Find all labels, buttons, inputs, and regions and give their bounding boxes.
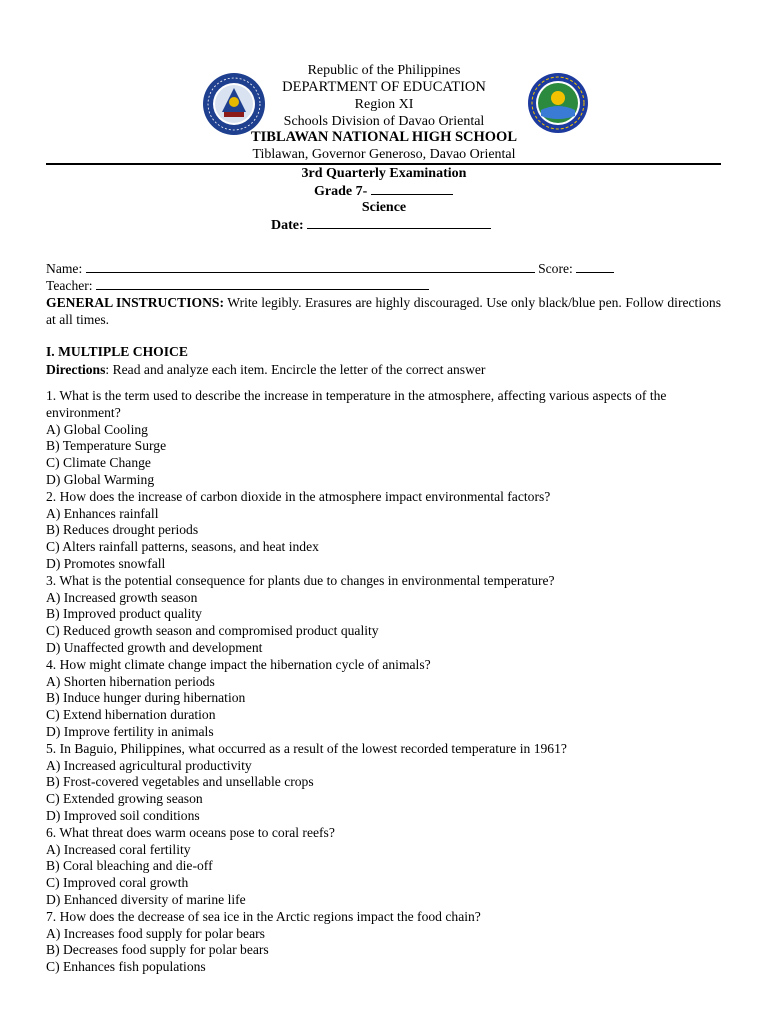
q5-choice-a[interactable]: A) Increased agricultural productivity <box>46 757 252 773</box>
q6-choice-d[interactable]: D) Enhanced diversity of marine life <box>46 891 246 907</box>
question-2-text: 2. How does the increase of carbon dioxide in the atmosphere impact environmental factors? <box>46 488 551 504</box>
score-blank[interactable] <box>576 260 614 273</box>
instructions-text: Write legibly. Erasures are highly discouraged. Use only black/blue pen. Follow directions at all times. <box>46 295 721 327</box>
q4-choice-b[interactable]: B) Induce hunger during hibernation <box>46 690 246 706</box>
teacher-blank[interactable] <box>96 277 429 290</box>
date-label: Date: <box>271 218 304 233</box>
q1-choice-b[interactable]: B) Temperature Surge <box>46 438 167 454</box>
division-line: Schools Division of Davao Oriental <box>283 114 485 129</box>
directions-label: Directions <box>46 362 106 377</box>
teacher-line <box>46 277 429 294</box>
q3-choice-a[interactable]: A) Increased growth season <box>46 589 198 605</box>
country-line: Republic of the Philippines <box>307 63 461 78</box>
region-line: Region XI <box>354 97 414 112</box>
instructions-label: GENERAL INSTRUCTIONS: <box>46 295 225 310</box>
directions-text: : Read and analyze each item. Encircle the letter of the correct answer <box>105 362 486 377</box>
section-title: I. MULTIPLE CHOICE <box>46 344 188 359</box>
q6-choice-a[interactable]: A) Increased coral fertility <box>46 841 191 857</box>
q6-choice-c[interactable]: C) Improved coral growth <box>46 875 189 891</box>
question-4-text: 4. How might climate change impact the hibernation cycle of animals? <box>46 656 431 672</box>
grade-label: Grade 7- <box>314 184 368 199</box>
q2-choice-b[interactable]: B) Reduces drought periods <box>46 522 199 538</box>
q1-choice-c[interactable]: C) Climate Change <box>46 455 151 471</box>
subject-title: Science <box>361 200 407 215</box>
q2-choice-a[interactable]: A) Enhances rainfall <box>46 505 159 521</box>
q7-choice-c[interactable]: C) Enhances fish populations <box>46 959 206 975</box>
q4-choice-c[interactable]: C) Extend hibernation duration <box>46 707 216 723</box>
name-line <box>46 260 614 277</box>
date-blank[interactable] <box>307 216 491 229</box>
q2-choice-c[interactable]: C) Alters rainfall patterns, seasons, and heat index <box>46 539 319 555</box>
question-7-text: 7. How does the decrease of sea ice in the Arctic regions impact the food chain? <box>46 908 481 924</box>
q2-choice-d[interactable]: D) Promotes snowfall <box>46 555 166 571</box>
general-instructions <box>46 294 721 328</box>
question-1-text: 1. What is the term used to describe the increase in temperature in the atmosphere, affecting various aspects of the environment? <box>46 388 667 420</box>
question-6-text: 6. What threat does warm oceans pose to coral reefs? <box>46 824 335 840</box>
grade-line <box>314 182 453 200</box>
question-5-text: 5. In Baguio, Philippines, what occurred as a result of the lowest recorded temperature in 1961? <box>46 740 567 756</box>
grade-section-blank[interactable] <box>371 182 453 195</box>
department-line: DEPARTMENT OF EDUCATION <box>282 79 486 95</box>
date-line <box>271 216 491 234</box>
q4-choice-d[interactable]: D) Improve fertility in animals <box>46 723 214 739</box>
q1-choice-a[interactable]: A) Global Cooling <box>46 421 148 437</box>
section-directions <box>46 361 485 378</box>
q1-choice-d[interactable]: D) Global Warming <box>46 471 155 487</box>
q5-choice-b[interactable]: B) Frost-covered vegetables and unsellable crops <box>46 774 314 790</box>
q5-choice-d[interactable]: D) Improved soil conditions <box>46 807 200 823</box>
name-blank[interactable] <box>86 260 535 273</box>
q4-choice-a[interactable]: A) Shorten hibernation periods <box>46 673 215 689</box>
question-3-text: 3. What is the potential consequence for plants due to changes in environmental temperature? <box>46 572 555 588</box>
score-label: Score: <box>538 261 573 276</box>
q3-choice-d[interactable]: D) Unaffected growth and development <box>46 639 263 655</box>
q7-choice-b[interactable]: B) Decreases food supply for polar bears <box>46 942 269 958</box>
name-label: Name: <box>46 261 83 276</box>
school-address: Tiblawan, Governor Generoso, Davao Oriental <box>252 147 516 162</box>
question-list <box>46 388 726 976</box>
q3-choice-c[interactable]: C) Reduced growth season and compromised product quality <box>46 623 379 639</box>
exam-title: 3rd Quarterly Examination <box>301 166 467 181</box>
q6-choice-b[interactable]: B) Coral bleaching and die-off <box>46 858 213 874</box>
q3-choice-b[interactable]: B) Improved product quality <box>46 606 202 622</box>
teacher-label: Teacher: <box>46 278 93 293</box>
q5-choice-c[interactable]: C) Extended growing season <box>46 791 203 807</box>
school-name: TIBLAWAN NATIONAL HIGH SCHOOL <box>250 129 518 145</box>
q7-choice-a[interactable]: A) Increases food supply for polar bears <box>46 925 265 941</box>
